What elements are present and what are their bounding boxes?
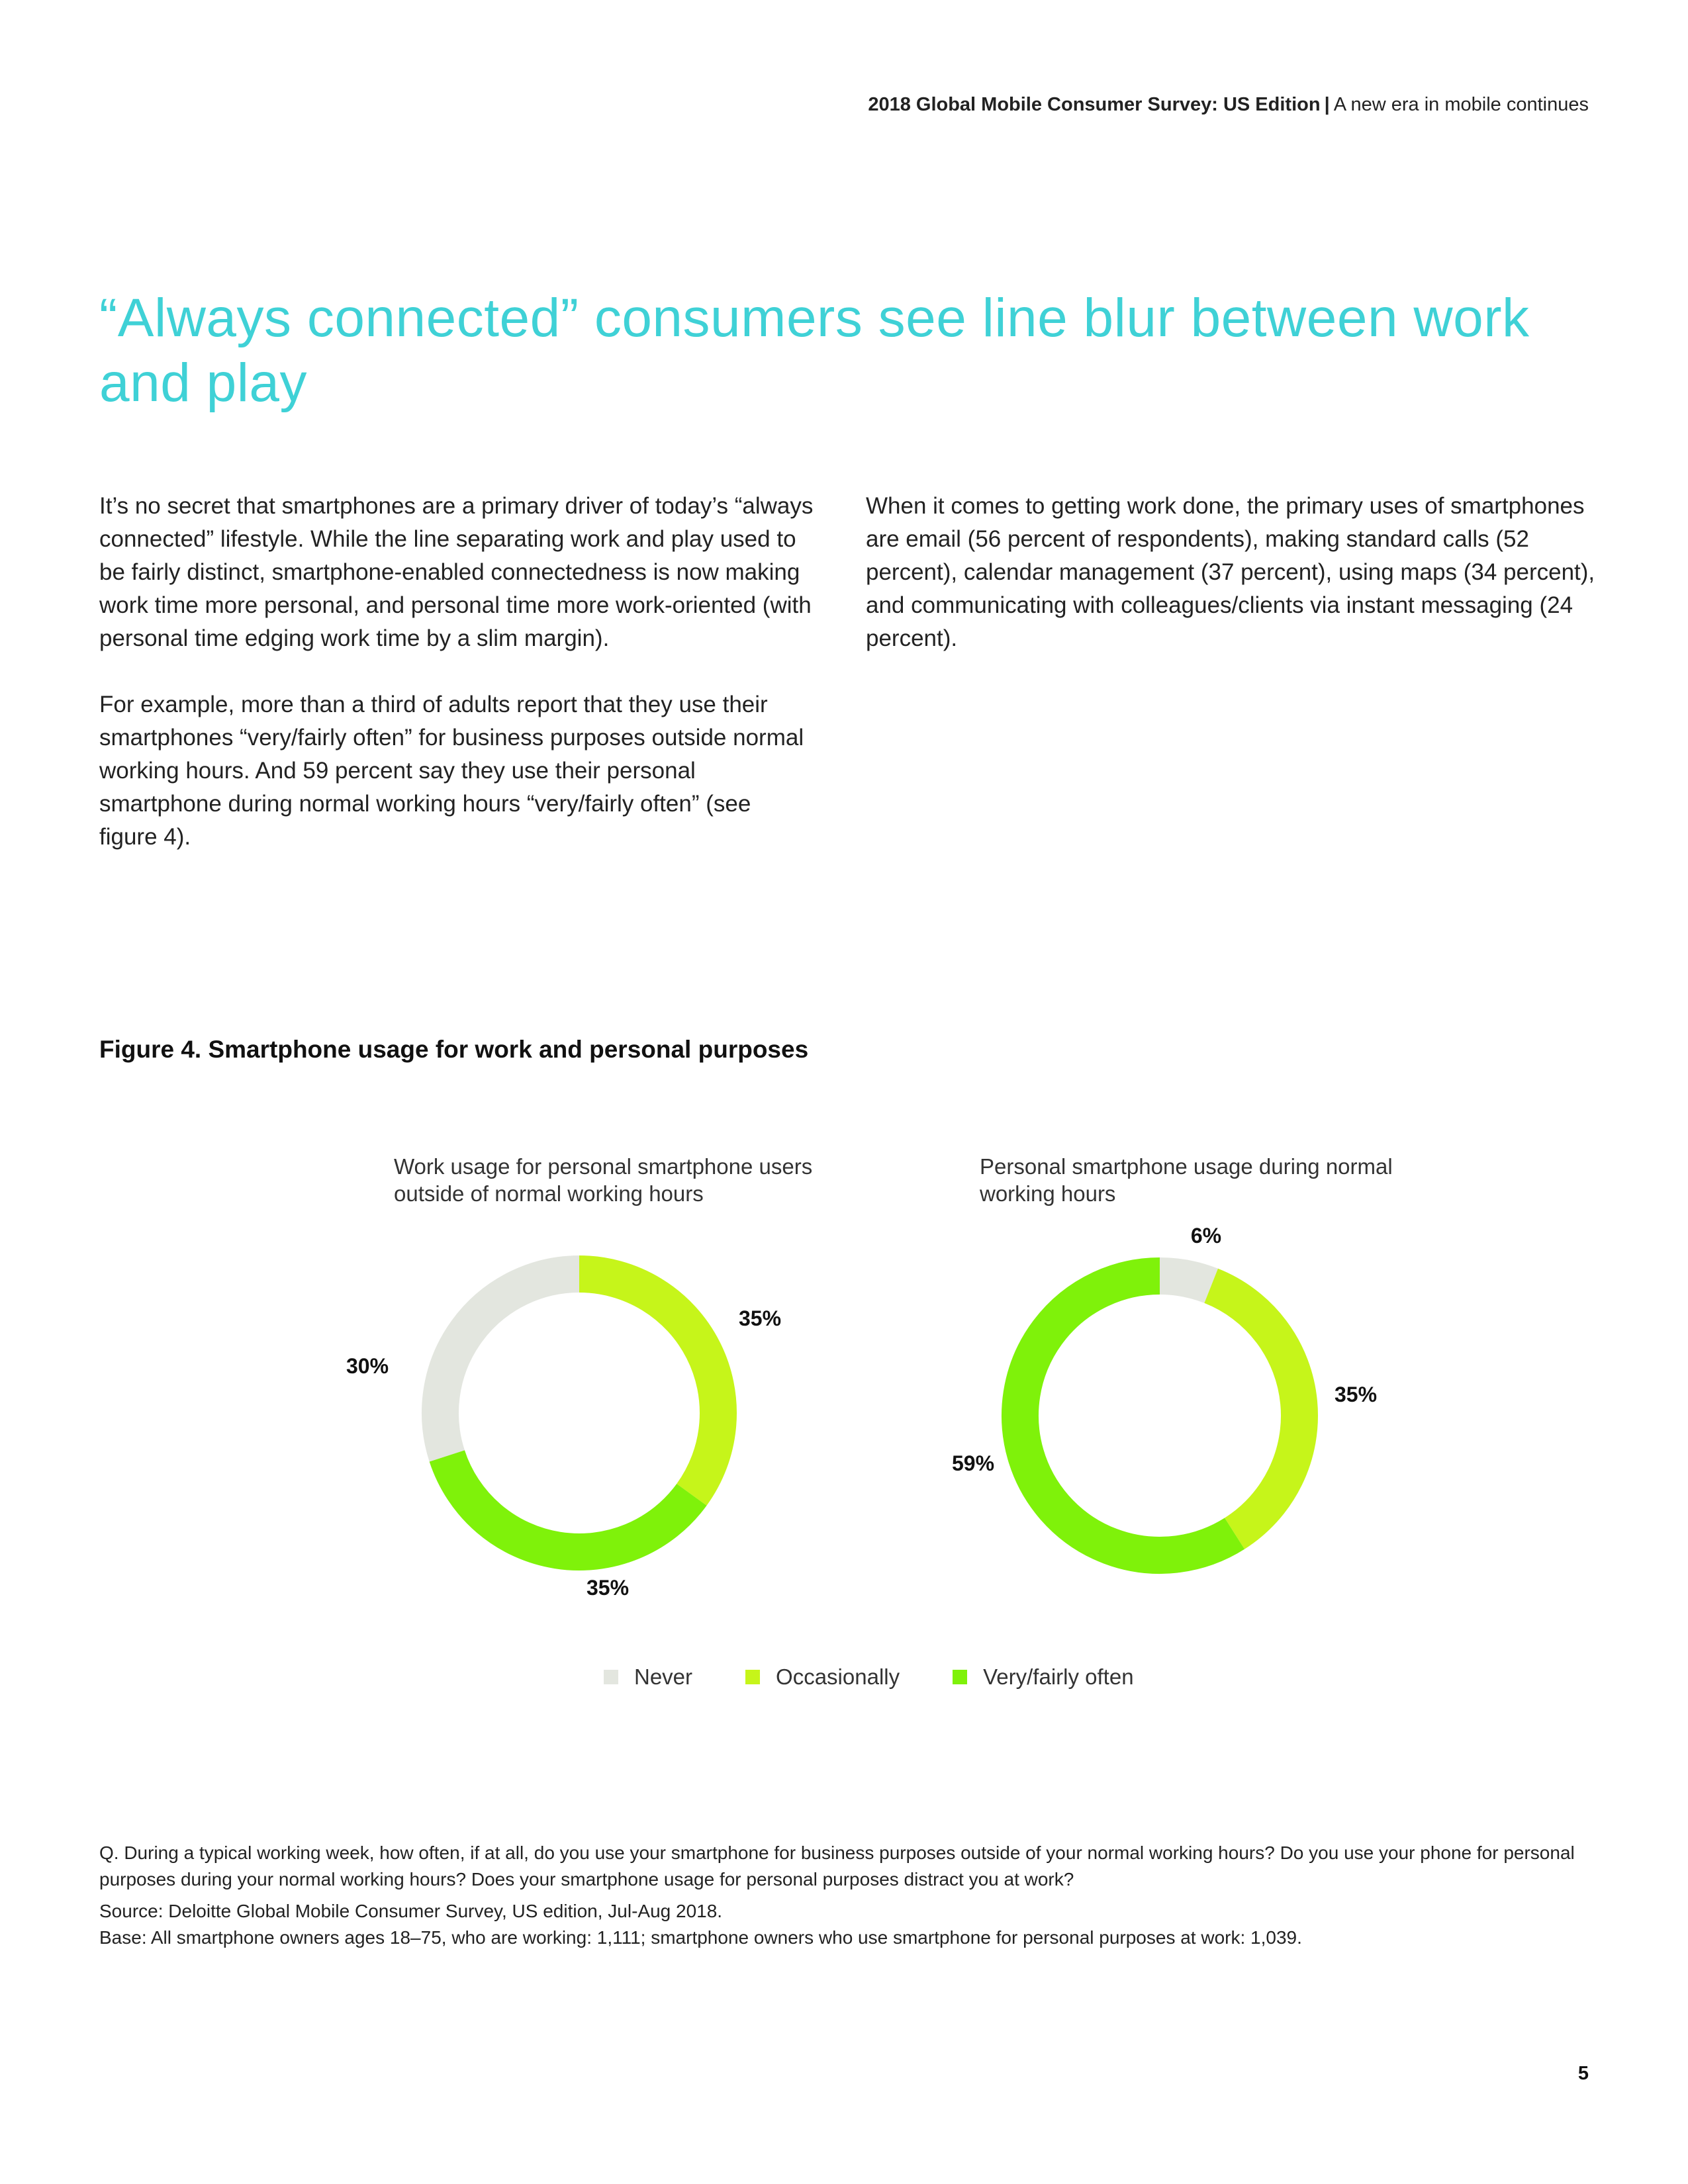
donut-segment-very-fairly-often [1020,1276,1235,1555]
source-note: Source: Deloitte Global Mobile Consumer Survey, US edition, Jul-Aug 2018. [99,1901,723,1921]
donut-segment-never [1160,1276,1211,1286]
legend-label: Occasionally [776,1664,900,1689]
page-number: 5 [1577,2063,1589,2084]
chart-caption-personal-usage: Personal smartphone usage during normal working hours [980,1154,1393,1206]
data-label: 35% [738,1306,782,1330]
base-note: Base: All smartphone owners ages 18–75, who are working: 1,111; smartphone owners who use smartphone for personal purposes at work: 1,039. [99,1927,1302,1948]
legend-item-never [604,1664,692,1690]
chart-caption-work-usage: Work usage for personal smartphone users outside of normal working hours [394,1154,813,1206]
legend-label: Never [634,1664,693,1689]
figure-title: Figure 4. Smartphone usage for work and personal purposes [99,1036,809,1063]
body-paragraph: For example, more than a third of adults report that they use their smartphones “very/fairly often” for business purposes outside normal working hours. And 59 percent say they use their personal smartphone during normal working hours “very/fairly often” (see figure 4). [99,692,804,850]
body-paragraph: When it comes to getting work done, the primary uses of smartphones are email (56 percent of respondents), making standard calls (52 percent), calendar management (37 percent), using maps (34 percent), and communicating with colleagues/clients via instant messaging (24 percent). [866,493,1595,651]
donut-segment-occasionally [579,1274,718,1494]
chart-legend [604,1664,1187,1690]
legend-item-occasionally [745,1664,900,1690]
legend-swatch [953,1670,967,1684]
data-label: 6% [1190,1224,1222,1248]
data-label: 30% [346,1354,389,1378]
data-label: 35% [586,1576,630,1600]
data-label: 35% [1334,1383,1378,1406]
body-paragraph: It’s no secret that smartphones are a primary driver of today’s “always connected” lifestyle. While the line separating work and play used to be fairly distinct, smartphone-enabled connectedness is now making work time more personal, and personal time more work-oriented (with personal time edging work time by a slim margin). [99,493,814,651]
donut-segment-never [440,1274,579,1456]
data-label: 59% [951,1451,995,1475]
survey-question: Q. During a typical working week, how often, if at all, do you use your smartphone for business purposes outside of your normal working hours? Do you use your phone for personal purposes during your normal working hours? Does your smartphone usage for personal purposes distract you at work? [99,1843,1575,1889]
report-subtitle: A new era in mobile continues [1333,94,1589,115]
figure-notes [99,1840,1609,1951]
header-separator: | [1324,94,1330,115]
donut-segment-very-fairly-often [447,1456,692,1552]
legend-swatch [604,1670,618,1684]
legend-swatch [745,1670,760,1684]
page-headline: “Always connected” consumers see line blur between work and play [99,288,1530,413]
donut-segment-occasionally [1211,1286,1299,1533]
legend-item-very-fairly-often [953,1664,1133,1690]
report-title: 2018 Global Mobile Consumer Survey: US Edition [868,94,1321,115]
legend-label: Very/fairly often [983,1664,1134,1689]
